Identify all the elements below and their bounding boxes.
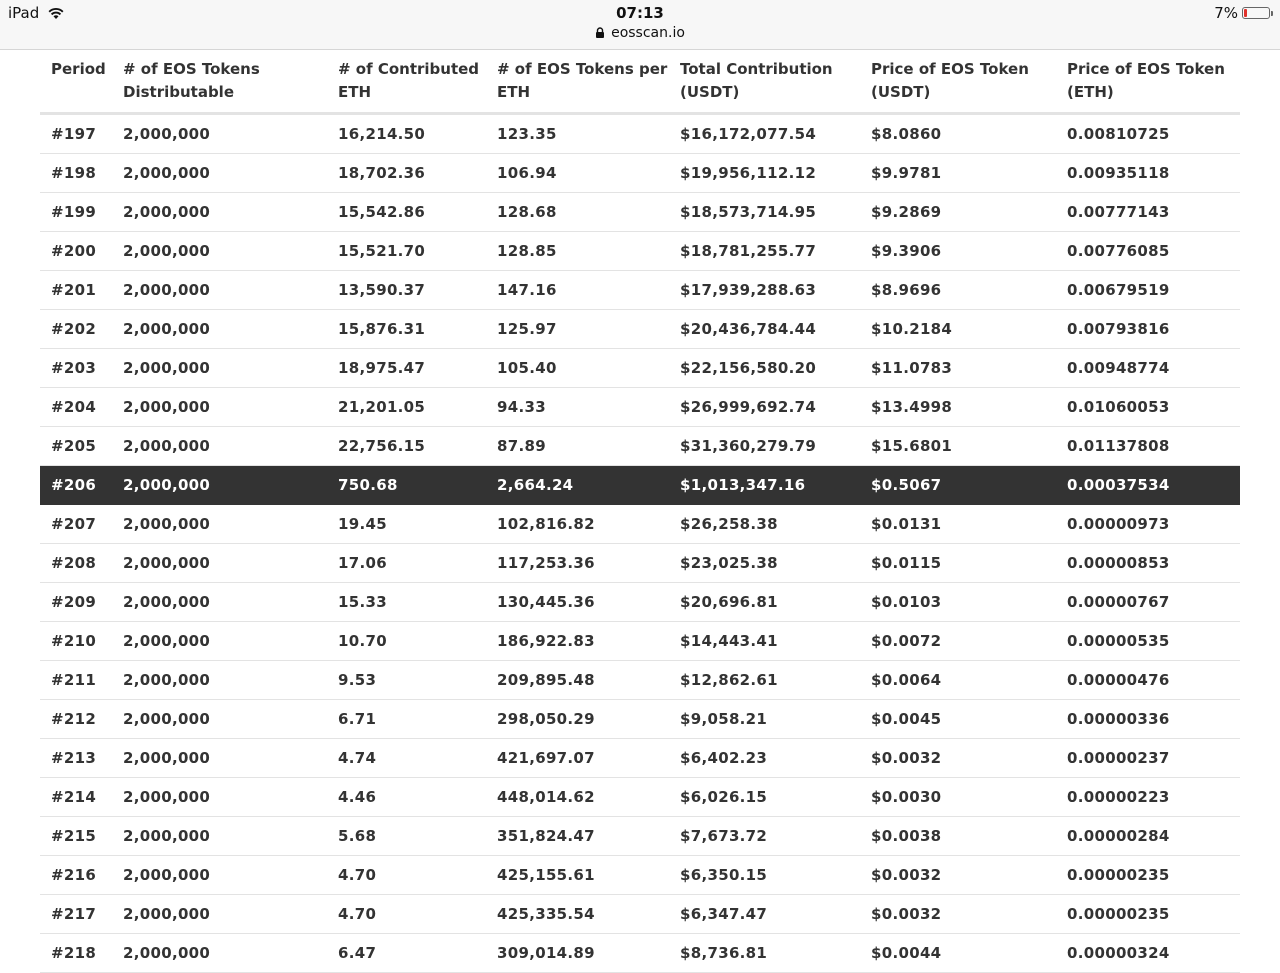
table-row xyxy=(40,895,1240,934)
table-row xyxy=(40,661,1240,700)
cell-eos-distributable: 2,000,000 xyxy=(123,427,338,466)
cell-period: #200 xyxy=(40,232,123,271)
cell-total-contribution-usdt: $9,058.21 xyxy=(680,700,871,739)
cell-eos-per-eth: 309,014.89 xyxy=(497,934,680,973)
cell-total-contribution-usdt: $26,258.38 xyxy=(680,505,871,544)
status-right xyxy=(1214,4,1270,22)
cell-period: #213 xyxy=(40,739,123,778)
cell-contributed-eth: 15,876.31 xyxy=(338,310,497,349)
column-header-contributed-eth xyxy=(338,50,497,114)
cell-eos-per-eth: 105.40 xyxy=(497,349,680,388)
table-row xyxy=(40,544,1240,583)
cell-eos-distributable: 2,000,000 xyxy=(123,505,338,544)
cell-eos-per-eth: 123.35 xyxy=(497,114,680,154)
cell-contributed-eth: 750.68 xyxy=(338,466,497,505)
cell-eos-distributable: 2,000,000 xyxy=(123,778,338,817)
cell-eos-distributable: 2,000,000 xyxy=(123,154,338,193)
cell-contributed-eth: 18,702.36 xyxy=(338,154,497,193)
cell-eos-per-eth: 2,664.24 xyxy=(497,466,680,505)
column-header-total-contribution-usdt xyxy=(680,50,871,114)
cell-contributed-eth: 18,975.47 xyxy=(338,349,497,388)
cell-eos-distributable: 2,000,000 xyxy=(123,310,338,349)
cell-contributed-eth: 9.53 xyxy=(338,661,497,700)
cell-eos-distributable: 2,000,000 xyxy=(123,895,338,934)
cell-price-eth: 0.00000535 xyxy=(1067,622,1240,661)
column-header-line1: Price of EOS Token xyxy=(871,60,1029,78)
clock: 07:13 xyxy=(616,4,664,22)
cell-price-usdt: $9.9781 xyxy=(871,154,1067,193)
cell-price-eth: 0.00776085 xyxy=(1067,232,1240,271)
cell-period: #202 xyxy=(40,310,123,349)
cell-price-eth: 0.00000853 xyxy=(1067,544,1240,583)
cell-price-usdt: $0.0030 xyxy=(871,778,1067,817)
table-header xyxy=(40,50,1240,114)
cell-contributed-eth: 4.74 xyxy=(338,739,497,778)
cell-eos-per-eth: 128.68 xyxy=(497,193,680,232)
table-row xyxy=(40,154,1240,193)
cell-price-usdt: $0.0044 xyxy=(871,934,1067,973)
cell-contributed-eth: 6.71 xyxy=(338,700,497,739)
cell-period: #210 xyxy=(40,622,123,661)
cell-price-eth: 0.00000235 xyxy=(1067,856,1240,895)
cell-eos-distributable: 2,000,000 xyxy=(123,856,338,895)
column-header-line1: # of EOS Tokens per xyxy=(497,60,668,78)
cell-contributed-eth: 22,756.15 xyxy=(338,427,497,466)
cell-price-usdt: $0.0032 xyxy=(871,856,1067,895)
cell-contributed-eth: 15,521.70 xyxy=(338,232,497,271)
cell-total-contribution-usdt: $19,956,112.12 xyxy=(680,154,871,193)
cell-eos-distributable: 2,000,000 xyxy=(123,114,338,154)
cell-eos-per-eth: 128.85 xyxy=(497,232,680,271)
table-row xyxy=(40,114,1240,154)
cell-price-usdt: $9.2869 xyxy=(871,193,1067,232)
table-row xyxy=(40,622,1240,661)
cell-period: #218 xyxy=(40,934,123,973)
table-row xyxy=(40,856,1240,895)
cell-price-usdt: $15.6801 xyxy=(871,427,1067,466)
cell-period: #215 xyxy=(40,817,123,856)
cell-eos-per-eth: 298,050.29 xyxy=(497,700,680,739)
column-header-line1: Price of EOS Token xyxy=(1067,60,1225,78)
column-header-price-usdt xyxy=(871,50,1067,114)
cell-period: #197 xyxy=(40,114,123,154)
cell-total-contribution-usdt: $23,025.38 xyxy=(680,544,871,583)
table-row xyxy=(40,349,1240,388)
cell-eos-per-eth: 186,922.83 xyxy=(497,622,680,661)
cell-contributed-eth: 15.33 xyxy=(338,583,497,622)
column-header-line2: Distributable xyxy=(123,83,234,101)
cell-price-usdt: $0.0103 xyxy=(871,583,1067,622)
cell-total-contribution-usdt: $26,999,692.74 xyxy=(680,388,871,427)
cell-eos-per-eth: 147.16 xyxy=(497,271,680,310)
cell-price-eth: 0.00000235 xyxy=(1067,895,1240,934)
table-row xyxy=(40,232,1240,271)
table-row xyxy=(40,271,1240,310)
cell-eos-per-eth: 421,697.07 xyxy=(497,739,680,778)
column-header-eos-distributable xyxy=(123,50,338,114)
cell-eos-per-eth: 425,155.61 xyxy=(497,856,680,895)
cell-price-eth: 0.00777143 xyxy=(1067,193,1240,232)
cell-contributed-eth: 4.46 xyxy=(338,778,497,817)
cell-period: #205 xyxy=(40,427,123,466)
cell-period: #211 xyxy=(40,661,123,700)
cell-period: #199 xyxy=(40,193,123,232)
cell-price-eth: 0.00000767 xyxy=(1067,583,1240,622)
cell-price-usdt: $11.0783 xyxy=(871,349,1067,388)
table-row xyxy=(40,778,1240,817)
cell-price-usdt: $0.0072 xyxy=(871,622,1067,661)
cell-total-contribution-usdt: $20,696.81 xyxy=(680,583,871,622)
table-row xyxy=(40,934,1240,973)
cell-price-usdt: $0.5067 xyxy=(871,466,1067,505)
table-row xyxy=(40,700,1240,739)
cell-contributed-eth: 19.45 xyxy=(338,505,497,544)
eos-distribution-table-container xyxy=(40,50,1240,973)
ios-status-bar xyxy=(0,0,1280,50)
column-header-line1: # of EOS Tokens xyxy=(123,60,260,78)
device-name: iPad xyxy=(8,4,40,22)
cell-total-contribution-usdt: $6,350.15 xyxy=(680,856,871,895)
cell-contributed-eth: 10.70 xyxy=(338,622,497,661)
lock-icon xyxy=(595,27,605,38)
cell-contributed-eth: 4.70 xyxy=(338,856,497,895)
cell-price-usdt: $0.0032 xyxy=(871,895,1067,934)
cell-period: #208 xyxy=(40,544,123,583)
cell-total-contribution-usdt: $14,443.41 xyxy=(680,622,871,661)
cell-total-contribution-usdt: $17,939,288.63 xyxy=(680,271,871,310)
cell-contributed-eth: 5.68 xyxy=(338,817,497,856)
address-bar[interactable] xyxy=(0,25,1280,41)
column-header-line2: (USDT) xyxy=(871,83,931,101)
column-header-line2: ETH xyxy=(497,83,531,101)
cell-contributed-eth: 13,590.37 xyxy=(338,271,497,310)
column-header-price-eth xyxy=(1067,50,1240,114)
cell-eos-per-eth: 87.89 xyxy=(497,427,680,466)
cell-eos-distributable: 2,000,000 xyxy=(123,622,338,661)
cell-eos-per-eth: 125.97 xyxy=(497,310,680,349)
cell-eos-per-eth: 351,824.47 xyxy=(497,817,680,856)
cell-price-eth: 0.00000237 xyxy=(1067,739,1240,778)
table-row xyxy=(40,739,1240,778)
cell-contributed-eth: 15,542.86 xyxy=(338,193,497,232)
cell-contributed-eth: 21,201.05 xyxy=(338,388,497,427)
cell-price-eth: 0.00000223 xyxy=(1067,778,1240,817)
battery-icon xyxy=(1242,7,1270,19)
table-row xyxy=(40,583,1240,622)
cell-price-usdt: $0.0064 xyxy=(871,661,1067,700)
cell-eos-distributable: 2,000,000 xyxy=(123,700,338,739)
table-row xyxy=(40,310,1240,349)
cell-price-usdt: $0.0032 xyxy=(871,739,1067,778)
cell-total-contribution-usdt: $6,026.15 xyxy=(680,778,871,817)
column-header-line1: Period xyxy=(51,60,106,78)
cell-total-contribution-usdt: $6,402.23 xyxy=(680,739,871,778)
cell-price-eth: 0.00810725 xyxy=(1067,114,1240,154)
table-row xyxy=(40,427,1240,466)
cell-eos-distributable: 2,000,000 xyxy=(123,817,338,856)
cell-eos-per-eth: 130,445.36 xyxy=(497,583,680,622)
cell-price-eth: 0.00000324 xyxy=(1067,934,1240,973)
table-row xyxy=(40,505,1240,544)
cell-price-usdt: $8.0860 xyxy=(871,114,1067,154)
cell-eos-distributable: 2,000,000 xyxy=(123,661,338,700)
cell-price-usdt: $0.0131 xyxy=(871,505,1067,544)
table-row xyxy=(40,817,1240,856)
cell-price-usdt: $13.4998 xyxy=(871,388,1067,427)
cell-eos-per-eth: 448,014.62 xyxy=(497,778,680,817)
cell-price-usdt: $0.0045 xyxy=(871,700,1067,739)
cell-price-eth: 0.00037534 xyxy=(1067,466,1240,505)
cell-price-eth: 0.00000336 xyxy=(1067,700,1240,739)
cell-price-eth: 0.00793816 xyxy=(1067,310,1240,349)
cell-eos-distributable: 2,000,000 xyxy=(123,271,338,310)
cell-price-eth: 0.01137808 xyxy=(1067,427,1240,466)
cell-price-eth: 0.00948774 xyxy=(1067,349,1240,388)
table-row xyxy=(40,388,1240,427)
table-row xyxy=(40,466,1240,505)
cell-period: #207 xyxy=(40,505,123,544)
cell-eos-distributable: 2,000,000 xyxy=(123,349,338,388)
cell-price-eth: 0.00000476 xyxy=(1067,661,1240,700)
table-row xyxy=(40,193,1240,232)
cell-period: #216 xyxy=(40,856,123,895)
cell-eos-per-eth: 425,335.54 xyxy=(497,895,680,934)
cell-price-usdt: $8.9696 xyxy=(871,271,1067,310)
cell-period: #201 xyxy=(40,271,123,310)
cell-contributed-eth: 6.47 xyxy=(338,934,497,973)
column-header-line1: # of Contributed xyxy=(338,60,480,78)
cell-price-usdt: $0.0038 xyxy=(871,817,1067,856)
url-text: eosscan.io xyxy=(611,25,685,41)
cell-price-eth: 0.00679519 xyxy=(1067,271,1240,310)
cell-total-contribution-usdt: $6,347.47 xyxy=(680,895,871,934)
cell-total-contribution-usdt: $1,013,347.16 xyxy=(680,466,871,505)
cell-period: #217 xyxy=(40,895,123,934)
cell-price-usdt: $9.3906 xyxy=(871,232,1067,271)
cell-eos-distributable: 2,000,000 xyxy=(123,739,338,778)
cell-price-eth: 0.00000973 xyxy=(1067,505,1240,544)
cell-period: #206 xyxy=(40,466,123,505)
cell-eos-per-eth: 117,253.36 xyxy=(497,544,680,583)
cell-contributed-eth: 4.70 xyxy=(338,895,497,934)
cell-total-contribution-usdt: $20,436,784.44 xyxy=(680,310,871,349)
cell-total-contribution-usdt: $7,673.72 xyxy=(680,817,871,856)
cell-eos-distributable: 2,000,000 xyxy=(123,388,338,427)
cell-total-contribution-usdt: $18,781,255.77 xyxy=(680,232,871,271)
battery-percent: 7% xyxy=(1214,4,1238,22)
column-header-line2: (ETH) xyxy=(1067,83,1114,101)
cell-price-eth: 0.00000284 xyxy=(1067,817,1240,856)
cell-period: #198 xyxy=(40,154,123,193)
cell-eos-distributable: 2,000,000 xyxy=(123,193,338,232)
cell-total-contribution-usdt: $31,360,279.79 xyxy=(680,427,871,466)
cell-eos-per-eth: 106.94 xyxy=(497,154,680,193)
cell-eos-distributable: 2,000,000 xyxy=(123,544,338,583)
cell-price-eth: 0.00935118 xyxy=(1067,154,1240,193)
cell-total-contribution-usdt: $18,573,714.95 xyxy=(680,193,871,232)
column-header-line2: ETH xyxy=(338,83,372,101)
column-header-line1: Total Contribution xyxy=(680,60,833,78)
cell-period: #203 xyxy=(40,349,123,388)
cell-eos-per-eth: 102,816.82 xyxy=(497,505,680,544)
cell-eos-distributable: 2,000,000 xyxy=(123,583,338,622)
cell-total-contribution-usdt: $12,862.61 xyxy=(680,661,871,700)
cell-price-eth: 0.01060053 xyxy=(1067,388,1240,427)
eos-distribution-table xyxy=(40,50,1240,973)
cell-total-contribution-usdt: $16,172,077.54 xyxy=(680,114,871,154)
column-header-period xyxy=(40,50,123,114)
cell-eos-per-eth: 209,895.48 xyxy=(497,661,680,700)
cell-price-usdt: $10.2184 xyxy=(871,310,1067,349)
cell-total-contribution-usdt: $8,736.81 xyxy=(680,934,871,973)
cell-total-contribution-usdt: $22,156,580.20 xyxy=(680,349,871,388)
cell-eos-distributable: 2,000,000 xyxy=(123,934,338,973)
cell-period: #204 xyxy=(40,388,123,427)
cell-eos-distributable: 2,000,000 xyxy=(123,232,338,271)
header-row xyxy=(40,50,1240,114)
column-header-eos-per-eth xyxy=(497,50,680,114)
cell-period: #214 xyxy=(40,778,123,817)
cell-contributed-eth: 17.06 xyxy=(338,544,497,583)
cell-period: #212 xyxy=(40,700,123,739)
column-header-line2: (USDT) xyxy=(680,83,740,101)
cell-eos-distributable: 2,000,000 xyxy=(123,466,338,505)
cell-price-usdt: $0.0115 xyxy=(871,544,1067,583)
cell-period: #209 xyxy=(40,583,123,622)
cell-eos-per-eth: 94.33 xyxy=(497,388,680,427)
cell-contributed-eth: 16,214.50 xyxy=(338,114,497,154)
table-body xyxy=(40,114,1240,973)
